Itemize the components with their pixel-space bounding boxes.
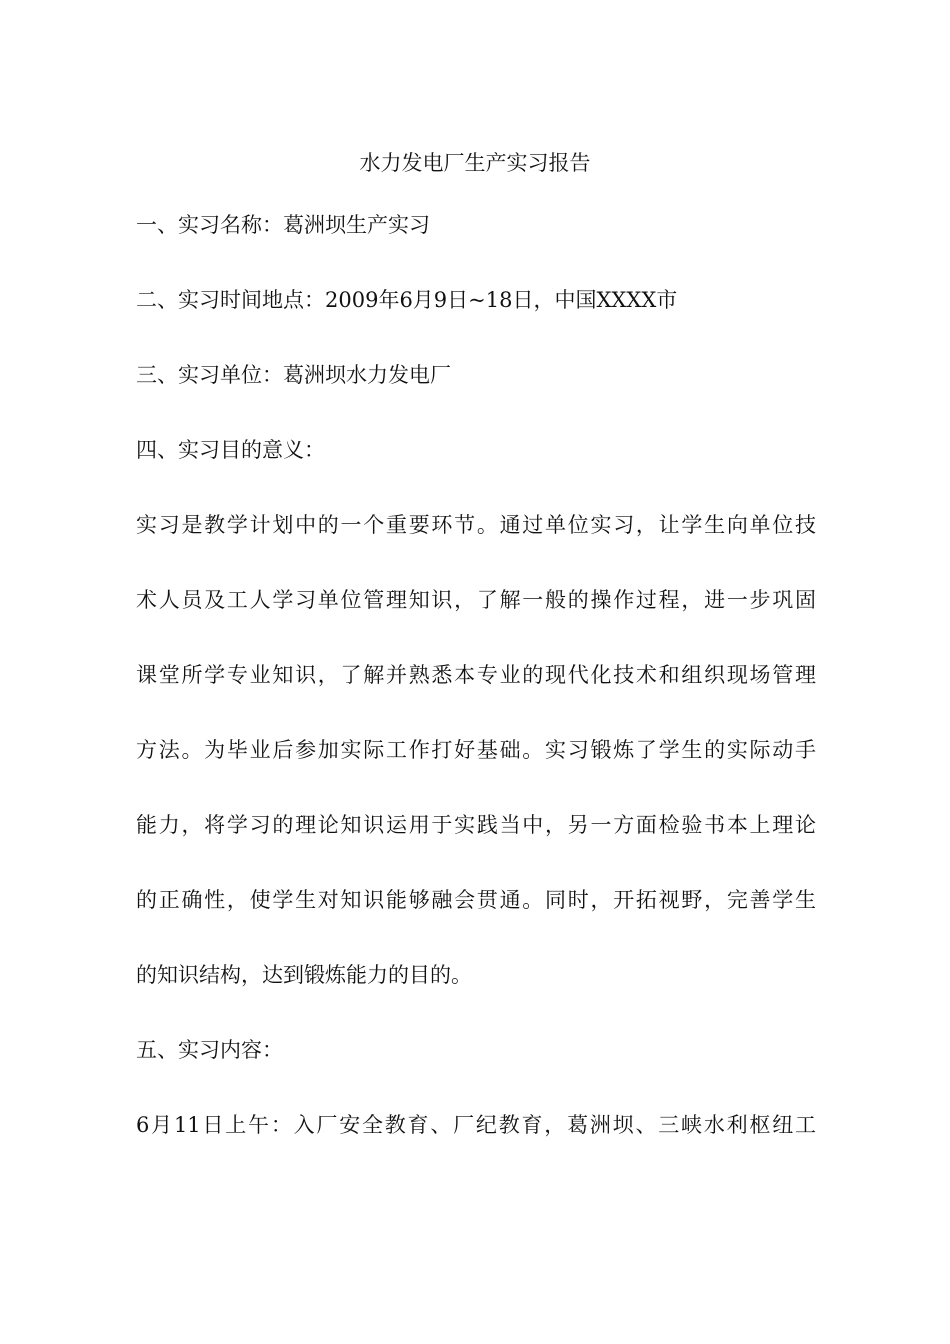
section-internship-unit: 三、实习单位：葛洲坝水力发电厂 bbox=[136, 363, 451, 387]
section-internship-time-place: 二、实习时间地点：2009年6月9日~18日，中国XXXX市 bbox=[136, 288, 678, 312]
section-purpose-heading: 四、实习目的意义： bbox=[136, 438, 325, 462]
paragraph-line: 实习是教学计划中的一个重要环节。通过单位实习，让学生向单位技 bbox=[136, 513, 816, 537]
section-internship-name: 一、实习名称：葛洲坝生产实习 bbox=[136, 213, 430, 237]
paragraph-line: 的知识结构，达到锻炼能力的目的。 bbox=[136, 963, 472, 987]
paragraph-line: 6月11日上午：入厂安全教育、厂纪教育，葛洲坝、三峡水利枢纽工 bbox=[136, 1113, 816, 1137]
paragraph-line: 的正确性，使学生对知识能够融会贯通。同时，开拓视野，完善学生 bbox=[136, 888, 816, 912]
paragraph-line: 课堂所学专业知识，了解并熟悉本专业的现代化技术和组织现场管理 bbox=[136, 663, 816, 687]
paragraph-line: 术人员及工人学习单位管理知识，了解一般的操作过程，进一步巩固 bbox=[136, 588, 816, 612]
document-title: 水力发电厂生产实习报告 bbox=[359, 151, 591, 175]
paragraph-line: 方法。为毕业后参加实际工作打好基础。实习锻炼了学生的实际动手 bbox=[136, 738, 816, 762]
section-content-heading: 五、实习内容： bbox=[136, 1038, 283, 1062]
paragraph-line: 能力，将学习的理论知识运用于实践当中，另一方面检验书本上理论 bbox=[136, 813, 816, 837]
